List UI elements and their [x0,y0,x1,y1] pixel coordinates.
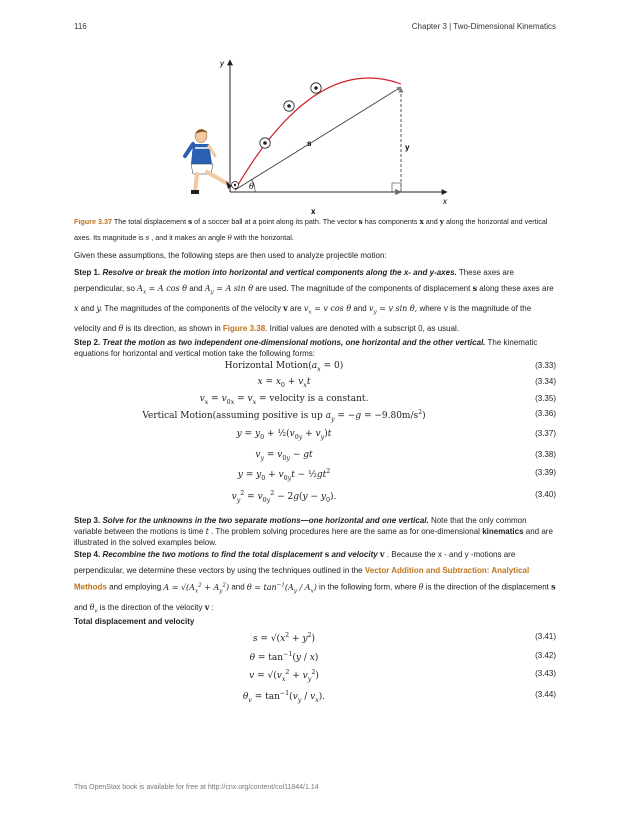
figure-caption [74,214,564,246]
equation: $\theta = \tan^{-1}(y / x)$ [249,651,319,663]
equation-number: (3.37) [535,429,556,438]
equation-number: (3.38) [535,450,556,459]
step1-paragraph [74,265,556,336]
equation-row [74,651,556,667]
step1-text: and [351,303,369,313]
projectile-figure [165,52,465,217]
ball-icon [284,101,294,111]
step4-text: is the direction of the velocity [97,602,205,612]
trajectory [235,78,401,190]
step3-text: Note that the only common variable between the motions is time [74,516,527,536]
step4-text: : [209,602,214,612]
figure-3-38-link[interactable]: Figure 3.38 [222,323,266,333]
step1-text: is the magnitude of the velocity and [74,303,532,333]
label-theta: θ [249,182,254,191]
symbol-v: v [283,302,288,313]
equation: $y = y_0 + v_{0y}t$ − $\frac{1}{2}gt^2$ [237,468,331,482]
equation-row [74,632,556,648]
step4-text: . Because the x - and y -motions are perpendicular, we determine these vectors by using the techniques outlined in the [74,550,516,575]
equation-number: (3.44) [535,690,556,699]
caption-symbol: θ [227,233,232,242]
caption-text: along the horizontal and vertical axes. Its magnitude is [74,217,548,242]
caption-text: of a soccer ball at a point along its path. The vector [192,217,359,226]
displacement-vector-s [235,87,401,190]
step3-title: Solve for the unknowns in the two separate motions—one horizontal and one vertical. [100,516,429,525]
equation-number: (3.34) [535,377,556,386]
caption-text: with the horizontal. [231,233,294,242]
step4-text: and [74,602,90,612]
equation-row [74,361,556,377]
step1-label: Step 1. [74,268,101,277]
equation: $v_y^2 = v_{0y}^2 - 2g(y - y_0)$. [231,490,337,504]
step1-text: is its direction, as shown in [123,323,223,333]
caption-text: has components [362,217,420,226]
symbol-theta: θ [418,582,424,592]
eq-angle: $\theta = \tan^{-1}(A_y / A_x)$ [246,582,317,595]
step1-text: along these axes are [477,283,554,293]
equation-row [74,490,556,506]
step4-title: Recombine the two motions to find the total displacement [100,550,325,559]
ball-icon [232,182,239,189]
step1-text: These axes are perpendicular, so [74,268,514,293]
x-axis-label: x [443,197,447,206]
caption-symbol: x [419,217,424,226]
page-footer: This OpenStax book is available for free at http://cnx.org/content/col11844/1.14 [74,784,319,791]
chapter-title: Chapter 3 | Two-Dimensional Kinematics [411,22,556,31]
step1-text: are [287,303,304,313]
equation-number: (3.36) [535,409,556,418]
symbol-s: s [472,282,478,293]
label-x-component: x [311,207,316,216]
eq-ay: $A_y = A$ sin θ [204,283,254,296]
step4-paragraph [74,547,556,620]
equation-row [74,669,556,685]
step4-text: in the following form, where [316,582,419,592]
figure-label: Figure 3.37 [74,217,112,226]
symbol-s: s [324,549,330,559]
symbol-t: t [205,527,209,536]
symbol-theta: θ [118,323,124,333]
intro-paragraph: Given these assumptions, the following steps are then used to analyze projectile motion: [74,251,387,260]
equation: Vertical Motion(assuming positive is up $a_y = -g = -9.80m/s^2$) [142,409,426,423]
symbol-y: y. [96,303,103,313]
equation: $s = √(x^2 + y^2)$ [252,632,316,644]
label-s: s [307,139,312,148]
symbol-v: v [204,601,210,612]
eq-vy: $v_y = v$ sin θ, [368,303,418,316]
step4-label: Step 4. [74,550,101,559]
equation: $y = y_0$ + $\frac{1}{2}(v_{0y} + v_y)t$ [236,429,332,441]
equation: $v_x = v_{0x} = v_x$ = velocity is a constant. [199,394,369,406]
step3-text: . The problem solving procedures here are the same as for one-dimensional [208,527,483,536]
equation-row [74,377,556,393]
step4-text: and [229,582,247,592]
caption-symbol: s [358,217,363,226]
step1-text: and [78,303,97,313]
total-displacement-heading: Total displacement and velocity [74,617,195,626]
equation-number: (3.41) [535,632,556,641]
caption-symbol: y [439,217,444,226]
y-axis-label: y [220,59,224,68]
step1-title: Resolve or break the motion into horizontal and vertical components along the x- and y-axes. [100,268,457,277]
step1-text: The magnitudes of the components of the velocity [102,303,284,313]
equation-number: (3.35) [535,394,556,403]
step3-text: and are illustrated in the solved examples below. [74,527,553,547]
step4-text: is the direction of the displacement [423,582,552,592]
right-angle-marker [392,183,401,192]
symbol-v: v [443,303,448,313]
caption-text: and [423,217,440,226]
equation-number: (3.43) [535,669,556,678]
vector-addition-link[interactable]: Vector Addition and Subtraction: Analytical Methods [74,565,530,592]
step2-paragraph [74,337,556,359]
caption-symbol: s [188,217,193,226]
equation-row [74,394,556,410]
step1-text: where [417,303,444,313]
caption-symbol: s [145,233,150,242]
symbol-s: s [551,581,556,592]
step2-text: The kinematic equations for horizontal and vertical motion take the following forms: [74,338,538,358]
equation: Horizontal $Motion(a_x = 0)$ [224,361,344,373]
step3-label: Step 3. [74,516,101,525]
label-y-component: y [405,143,410,152]
page-number: 116 [74,22,87,31]
ball-icon [260,138,270,148]
step1-text: are used. The magnitude of the components of displacement [253,283,473,293]
eq-ax: $A_x = A$ cos θ [137,283,187,296]
eq-magnitude: $A = √(A_x^2 + A_y^2)$ [163,582,230,595]
eq-vx: $v_x = v$ cos θ [303,303,352,316]
equation: $v_y = v_{0y}$ − gt [255,450,313,462]
caption-text: , and it makes an angle [149,233,228,242]
step1-text: and [186,283,205,293]
step1-text: . Initial values are denoted with a subscript 0, as usual. [265,323,460,333]
equation-row [74,468,556,484]
step2-title: Treat the motion as two independent one-dimensional motions, one horizontal and the other vertical. [100,338,486,347]
step3-paragraph [74,515,556,548]
kinematics-term: kinematics [482,527,524,536]
equation-row [74,429,556,445]
equation: $x = x_0 + v_xt$ [257,377,311,389]
equation-row [74,690,556,706]
symbol-x: x [74,303,79,313]
ball-icon [311,83,321,93]
equation: $\theta_v = \tan^{-1}(v_y / v_x)$. [242,690,326,704]
equation-row [74,409,556,425]
equation: $v = √(v_x^2 + v_y^2)$ [249,669,319,683]
step2-label: Step 2. [74,338,101,347]
symbol-v: v [379,549,385,559]
equation-number: (3.33) [535,361,556,370]
equation-number: (3.40) [535,490,556,499]
equation-number: (3.42) [535,651,556,660]
step4-title: and velocity [329,550,380,559]
equation-number: (3.39) [535,468,556,477]
soccer-player-icon [185,129,232,194]
equation-row [74,450,556,466]
caption-text: The total displacement [111,217,189,226]
step4-text: and employing [106,582,164,592]
symbol-theta-v: $\theta_v$ [89,602,98,615]
